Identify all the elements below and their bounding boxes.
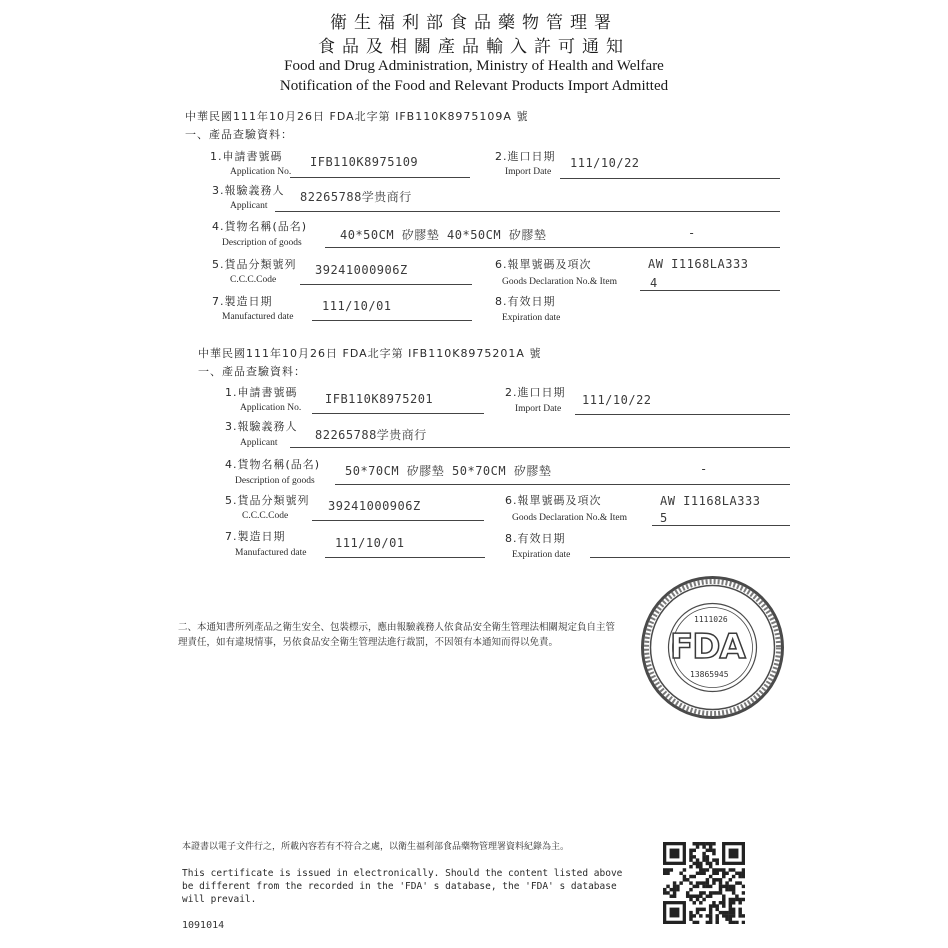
record-reference: 中華民國111年10月26日 FDA北字第 IFB110K8975201A 號 xyxy=(198,347,542,360)
section-heading: 一、產品查驗資料： xyxy=(198,365,306,378)
footer-statement-en-1: This certificate is issued in electronically. Should the content listed above xyxy=(182,868,623,879)
ccc-label: 5.貨品分類號列 xyxy=(212,258,297,271)
ccc-value: 3924100090​6Z xyxy=(315,263,408,277)
import-date-label: 2.進口日期 xyxy=(505,386,566,399)
exp-label-en: Expiration date xyxy=(502,313,561,323)
decl-label: 6.報單號碼及項次 xyxy=(495,258,592,271)
goods-label-en: Description of goods xyxy=(235,476,315,486)
goods-label-en: Description of goods xyxy=(222,238,302,248)
goods-label: 4.貨物名稱(品名) xyxy=(212,220,308,233)
footer-code: 1091014 xyxy=(182,920,225,931)
applicant-label-en: Applicant xyxy=(230,201,268,211)
app-no-label: 1.申請書號碼 xyxy=(225,386,298,399)
seal-serial: 13865945 xyxy=(690,670,729,679)
import-date-value: 111/10/22 xyxy=(582,393,652,407)
goods-value: 40*50CM 矽膠墊 40*50CM 矽膠墊 xyxy=(340,228,547,242)
exp-label: 8.有效日期 xyxy=(495,295,556,308)
decl-label-en: Goods Declaration No.& Item xyxy=(512,513,628,523)
fda-seal xyxy=(640,575,785,720)
applicant-value: 82265788学贵商行 xyxy=(315,428,427,442)
goods-dash: - xyxy=(688,226,696,240)
decl-item-value: 5 xyxy=(660,511,668,525)
liability-notice: 二、本通知書所列產品之衛生安全、包裝標示，應由報驗義務人依食品安全衛生管理法相關規定負自主管理責任，如有違規情事，另依食品安全衛生管理法進行裁罰，不因領有本通知而得以免責。 xyxy=(178,622,616,648)
qr-code-icon xyxy=(663,842,745,924)
goods-value: 50*70CM 矽膠墊 50*70CM 矽膠墊 xyxy=(345,464,552,478)
applicant-label-en: Applicant xyxy=(240,438,278,448)
agency-title-en: Food and Drug Administration, Ministry of Health and Welfare xyxy=(284,58,664,74)
mfg-value: 111/10/01 xyxy=(322,299,392,313)
mfg-label: 7.製造日期 xyxy=(225,530,286,543)
decl-item-value: 4 xyxy=(650,276,658,290)
seal-date: 1111026 xyxy=(694,615,728,624)
goods-dash: - xyxy=(700,462,708,476)
import-date-label: 2.進口日期 xyxy=(495,150,556,163)
exp-label: 8.有效日期 xyxy=(505,532,566,545)
seal-logo: FDA xyxy=(670,627,745,667)
footer-statement-zh: 本證書以電子文件行之，所載內容若有不符合之處，以衛生福利部食品藥物管理署資料紀錄為主。 xyxy=(182,842,570,852)
qr-code xyxy=(663,842,745,924)
mfg-label: 7.製造日期 xyxy=(212,295,273,308)
notice-title-zh: 食品及相關產品輸入許可通知 xyxy=(318,37,630,57)
mfg-label-en: Manufactured date xyxy=(222,312,294,322)
import-date-label-en: Import Date xyxy=(505,167,552,177)
goods-label: 4.貨物名稱(品名) xyxy=(225,458,321,471)
decl-no-value: AW I1168LA333 xyxy=(660,494,761,508)
exp-label-en: Expiration date xyxy=(512,550,571,560)
ccc-value: 39241000906Z xyxy=(328,499,421,513)
footer-statement-en-3: will prevail. xyxy=(182,894,257,905)
app-no-value: IFB110K8975109 xyxy=(310,155,419,169)
agency-title-zh: 衛生福利部食品藥物管理署 xyxy=(330,13,618,33)
import-date-label-en: Import Date xyxy=(515,404,562,414)
ccc-label-en: C.C.C.Code xyxy=(242,511,289,521)
decl-no-value: AW I1168LA333 xyxy=(648,257,749,271)
mfg-label-en: Manufactured date xyxy=(235,548,307,558)
ccc-label: 5.貨品分類號列 xyxy=(225,494,310,507)
notice-title-en: Notification of the Food and Relevant Products Import Admitted xyxy=(279,78,669,94)
ccc-label-en: C.C.C.Code xyxy=(230,275,277,285)
app-no-label-en: Application No. xyxy=(240,403,302,413)
section-heading: 一、產品查驗資料： xyxy=(185,128,293,141)
applicant-value: 82265788学贵商行 xyxy=(300,190,412,204)
applicant-label: 3.報驗義務人 xyxy=(225,420,298,433)
app-no-label-en: Application No. xyxy=(230,167,292,177)
record-reference: 中華民國111年10月26日 FDA北字第 IFB110K8975109A 號 xyxy=(185,110,529,123)
mfg-value: 111/10/01 xyxy=(335,536,405,550)
decl-label-en: Goods Declaration No.& Item xyxy=(502,277,618,287)
applicant-label: 3.報驗義務人 xyxy=(212,184,285,197)
import-date-value: 111/10/22 xyxy=(570,156,640,170)
app-no-value: IFB110K8975201 xyxy=(325,392,434,406)
footer-statement-en-2: be different from the recorded in the 'FDA' s database, the 'FDA' s database xyxy=(182,881,617,892)
app-no-label: 1.申請書號碼 xyxy=(210,150,283,163)
decl-label: 6.報單號碼及項次 xyxy=(505,494,602,507)
